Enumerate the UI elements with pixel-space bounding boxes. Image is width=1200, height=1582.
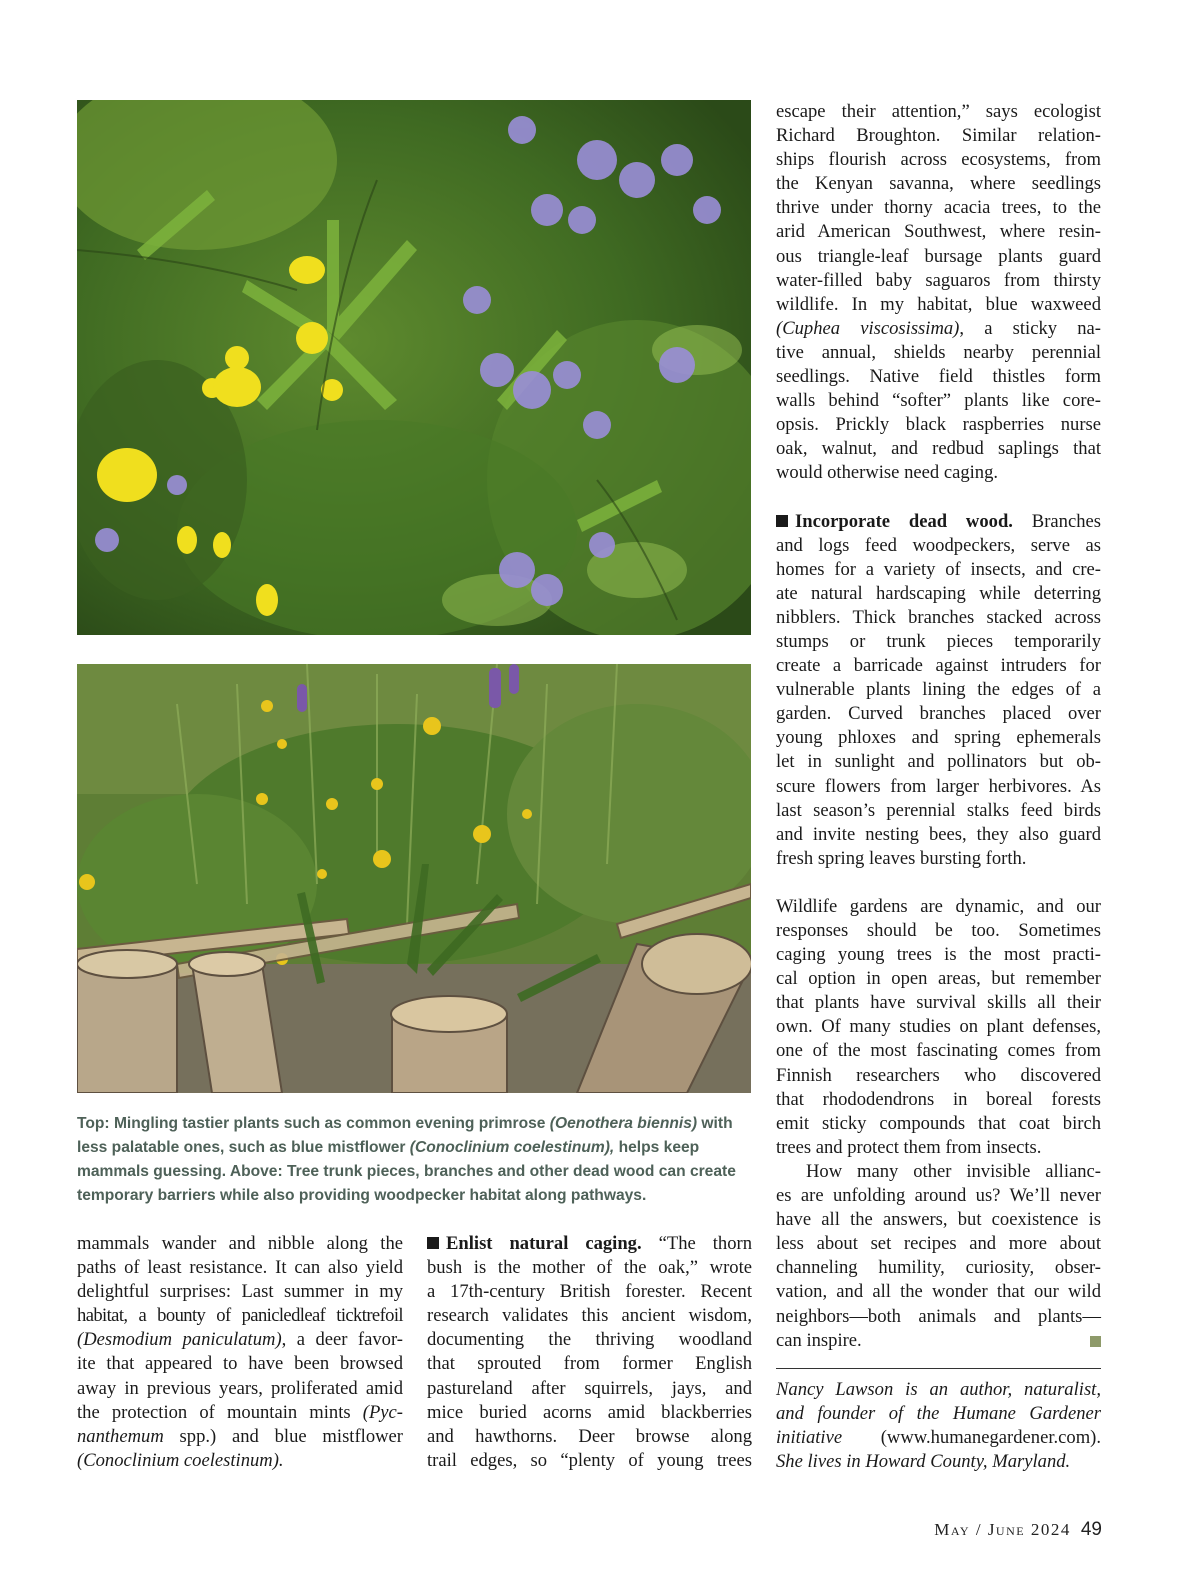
col3-line: tive annual, shields nearby perennial [776,341,1101,363]
col2-line: trail edges, so “plenty of young trees [427,1449,752,1471]
col3-line: create a barricade against intruders for [776,655,1101,677]
col1-line-text: , a deer favor- [281,1329,403,1351]
bio-line: and founder of the Humane Gardener [776,1403,1101,1425]
photo-dead-wood-barrier-image [77,664,751,1093]
col3-species-cuphea: (Cuphea viscosissima) [776,317,960,339]
photo-dead-wood-barrier [77,664,751,1093]
article-end-mark-icon [1090,1336,1101,1347]
col3-line: vulnerable plants lining the edges of a [776,679,1101,701]
col3-line: es are unfolding around us? We’ll never [776,1185,1101,1207]
col1-line [77,1449,403,1473]
col1-line [77,1328,403,1352]
col3-line: vation, and all the wonder that our wild [776,1281,1101,1303]
col3-paragraph-1-cont [776,341,1101,486]
col1-line-text: spp.) and blue mistflower [163,1425,403,1447]
caption-italic-2: (Conoclinium coelestinum), [409,1139,615,1156]
col3-line: less about set recipes and more about [776,1233,1101,1255]
col2-line: and hawthorns. Deer browse along [427,1425,752,1447]
col3-line: escape their attention,” says ecologist [776,101,1101,122]
col3-paragraph-3 [776,895,1101,1160]
col3-line: young phloxes and spring ephemerals [776,727,1101,749]
col3-line: ate natural hardscaping while deterring [776,582,1101,604]
col2-line: that sprouted from former English [427,1353,752,1375]
col3-line: wildlife. In my habitat, blue waxweed [776,293,1101,315]
section-heading-natural-caging: Enlist natural caging. [446,1233,642,1254]
author-bio [776,1378,1101,1474]
col3-line: trees and protect them from insects. [776,1136,1042,1158]
col2-line: pastureland after squirrels, jays, and [427,1377,752,1399]
col1-line: away in previous years, proliferated amid [77,1377,403,1399]
col3-line: opsis. Prickly black raspberries nurse [776,414,1101,436]
section-bullet-icon [427,1237,439,1249]
col1-line: mammals wander and nibble along the [77,1233,403,1254]
col3-line [776,510,1101,534]
col3-line: the Kenyan savanna, where seedlings [776,173,1101,195]
col3-line: and invite nesting bees, they also guard [776,823,1101,845]
col3-line: that rhododendrons in boreal forests [776,1088,1101,1110]
col3-line: last season’s perennial stalks feed birds [776,799,1101,821]
col3-line: scure flowers from larger herbivores. As [776,775,1101,797]
col3-line: would otherwise need caging. [776,462,999,484]
col1-line-text: the protection of mountain mints [77,1401,363,1423]
col3-line: ous triangle-leaf bursage plants guard [776,245,1101,267]
col1-line [77,1425,403,1449]
col2-line-text: “The thorn [641,1233,752,1254]
col3-line: How many other invisible allianc- [806,1160,1101,1182]
col3-line: that plants have survival skills all their [776,992,1101,1014]
col3-line: have all the answers, but coexistence is [776,1209,1101,1231]
article-column-1 [77,1232,403,1473]
col2-line: research validates this ancient wisdom, [427,1305,752,1327]
col3-line: fresh spring leaves bursting forth. [776,847,1027,869]
col1-line [77,1401,403,1425]
col3-line: garden. Curved branches placed over [776,703,1101,725]
col1-line: habitat, a bounty of panicledleaf ticktrefoil [77,1305,403,1327]
col2-line: bush is the mother of the oak,” wrote [427,1257,752,1279]
col3-line: emit sticky compounds that coat birch [776,1112,1101,1134]
bio-line: Nancy Lawson is an author, naturalist, [776,1379,1101,1400]
col3-line: seedlings. Native field thistles form [776,366,1101,388]
bio-line: She lives in Howard County, Maryland. [776,1451,1071,1473]
bio-line-text: initiative [776,1427,843,1449]
col3-line: channeling humility, curiosity, obser- [776,1257,1101,1279]
photo-caption [77,1112,757,1208]
col3-paragraph-4 [776,1160,1101,1353]
col3-line: cal option in open areas, but remember [776,968,1101,990]
section-heading-dead-wood: Incorporate dead wood. [795,510,1013,532]
col1-line: paths of least resistance. It can also yield [77,1257,403,1279]
col2-line: a 17th-century British forester. Recent [427,1281,752,1303]
caption-text-1: Top: Mingling tastier plants such as common evening primrose [77,1115,550,1132]
photo-flowers-primrose-mistflower-image [77,100,751,635]
col3-line: thrive under thorny acacia trees, to the [776,197,1101,219]
col1-species-desmodium: (Desmodium paniculatum) [77,1329,282,1351]
caption-text-2: with less palatable ones, such as blue mistflower [77,1115,733,1156]
bio-website: (www.humanegardener.com). [842,1427,1101,1449]
bio-divider [776,1368,1101,1369]
col3-paragraph-2 [776,534,1101,871]
col3-line: walls behind “softer” plants like core- [776,390,1101,412]
col3-line: Richard Broughton. Similar relation- [776,125,1101,147]
col3-line: and logs feed woodpeckers, serve as [776,534,1101,556]
col3-line: arid American Southwest, where resin- [776,221,1101,243]
col3-line: homes for a variety of insects, and cre- [776,558,1101,580]
col3-line: Wildlife gardens are dynamic, and our [776,895,1101,917]
col1-species-pycnanthemum-cont: nanthemum [77,1425,164,1447]
col3-paragraph-1 [776,100,1101,317]
bio-line [776,1426,1101,1450]
article-column-3 [776,100,1101,1353]
col3-line: can inspire. [776,1329,1101,1353]
col3-line: stumps or trunk pieces temporarily [776,630,1101,652]
col3-line: caging young trees is the most practi- [776,944,1101,966]
col3-line: responses should be too. Sometimes [776,920,1101,941]
col3-line: nibblers. Thick branches stacked across [776,606,1101,628]
col3-line-text: , a sticky na- [959,317,1101,339]
col3-line: own. Of many studies on plant defenses, [776,1016,1101,1038]
col3-line: let in sunlight and pollinators but ob- [776,751,1101,773]
col3-line: ships flourish across ecosystems, from [776,149,1101,171]
article-column-2 [427,1232,752,1473]
col3-line: Finnish researchers who discovered [776,1064,1101,1086]
col3-line-text: Branches [1012,510,1101,532]
col1-species-pycnanthemum: (Pyc- [362,1401,403,1423]
col3-line: neighbors—both animals and plants— [776,1305,1101,1327]
col2-line: documenting the thriving woodland [427,1329,752,1351]
col3-line: oak, walnut, and redbud saplings that [776,438,1101,460]
issue-date: May / June 2024 [934,1520,1071,1539]
col3-line [776,317,1101,341]
caption-italic-1: (Oenothera biennis) [549,1115,698,1132]
col1-line: delightful surprises: Last summer in my [77,1281,403,1303]
photo-flowers-primrose-mistflower [77,100,751,635]
section-bullet-icon [776,515,788,527]
col1-line: ite that appeared to have been browsed [77,1353,403,1375]
col3-line: water-filled baby saguaros from thirsty [776,269,1101,291]
page-number: 49 [1080,1519,1102,1540]
col2-line: mice buried acorns amid blackberries [427,1401,752,1423]
page-footer [900,1519,1102,1541]
col2-line [427,1232,752,1256]
col3-line: one of the most fascinating comes from [776,1040,1101,1062]
col1-species-conoclinium: (Conoclinium coelestinum). [77,1449,284,1471]
caption-text-3: helps keep mammals guessing. Above: Tree trunk pieces, branches and other dead wood can create temporary barriers while also providing woodpecker habitat along pathways. [77,1139,736,1204]
